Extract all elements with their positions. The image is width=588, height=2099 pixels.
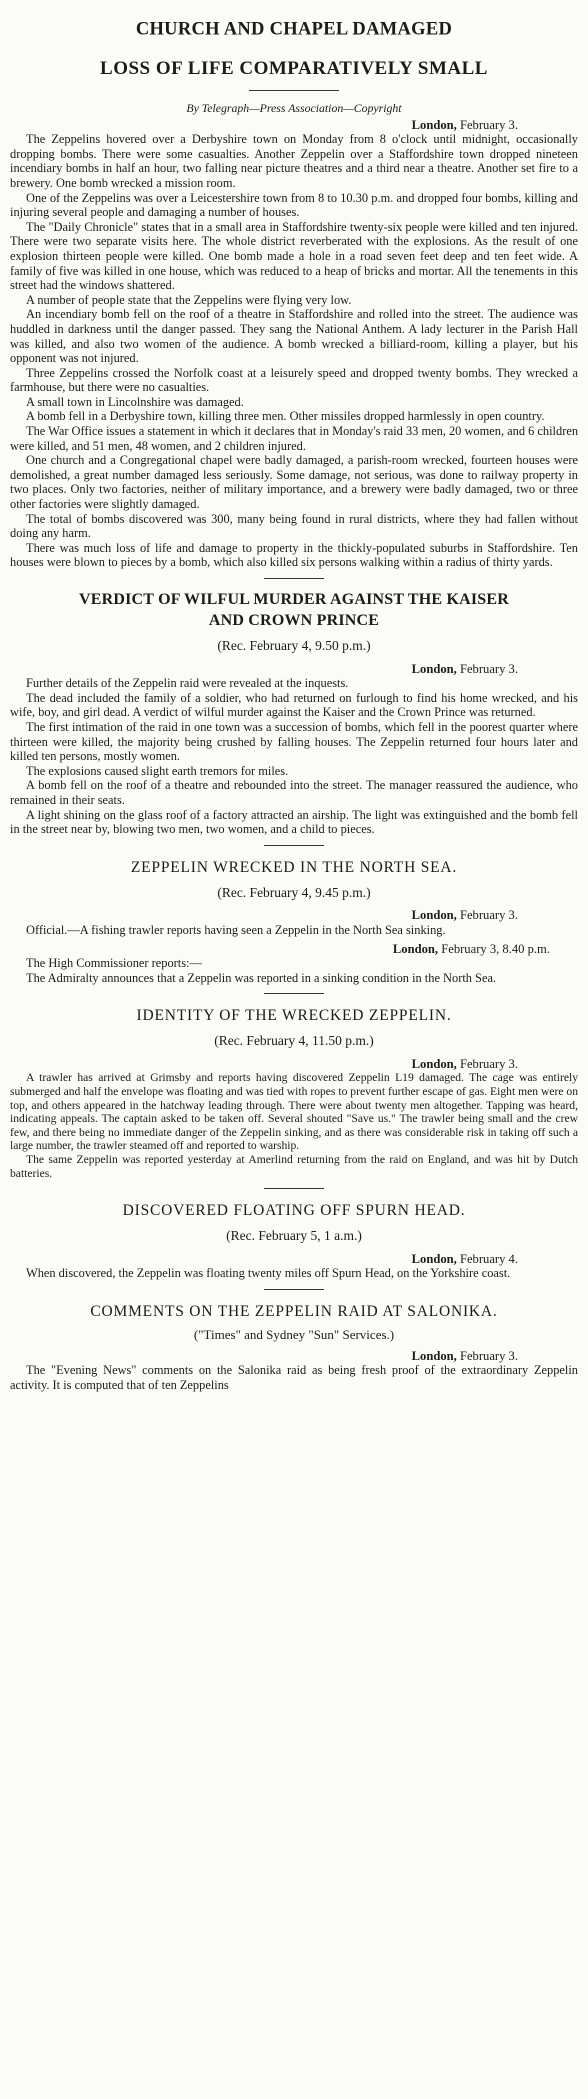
- divider: [264, 1289, 324, 1290]
- received-note: (Rec. February 4, 9.45 p.m.): [217, 884, 371, 900]
- byline: By Telegraph—Press Association—Copyright: [186, 101, 402, 115]
- paragraph: A light shining on the glass roof of a factory attracted an airship. The light was extinguished and the bomb fell in the street near by, blowing two men, two women, and a child to pieces.: [10, 807, 578, 837]
- received-note: (Rec. February 5, 1 a.m.): [226, 1228, 362, 1244]
- paragraph: The War Office issues a statement in which it declares that in Monday's raid 33 men, 20 women, and 6 children were killed, and 51 men, 48 women, and 2 children injured.: [10, 424, 579, 453]
- dateline-date: February 3, 8.40 p.m.: [441, 941, 550, 956]
- dateline: [10, 1057, 578, 1072]
- dateline-date: February 3.: [459, 1348, 518, 1363]
- article-body: [10, 1266, 578, 1281]
- paragraph: The "Evening News" comments on the Salonika raid as being fresh proof of the extraordinary Zeppelin activity. It is computed that of ten Zeppelins: [10, 1363, 578, 1392]
- dateline-place: London,: [411, 661, 457, 676]
- dateline: [10, 1252, 578, 1267]
- headline-zeppelin-wrecked: ZEPPELIN WRECKED IN THE NORTH SEA.: [130, 858, 458, 876]
- paragraph: The Admiralty announces that a Zeppelin was reported in a sinking condition in the North Sea.: [26, 970, 497, 985]
- dateline: [10, 1349, 578, 1364]
- paragraph: A small town in Lincolnshire was damaged.: [26, 394, 244, 409]
- article-body: [10, 1071, 578, 1180]
- article-body: [10, 1363, 578, 1392]
- dateline-place: London,: [392, 941, 439, 956]
- paragraph: When discovered, the Zeppelin was floating twenty miles off Spurn Head, on the Yorkshire coast.: [26, 1266, 511, 1281]
- paragraph: The "Daily Chronicle" states that in a small area in Staffordshire twenty-six people were killed and ten injured. There were two separate visits here. The whole district reverberated with the explosions. As the result of one explosion thirteen people were killed. One bomb made a hole in a road seven feet deep and ten feet wide. A family of five was killed in one house, which was reduced to a heap of bricks and mortar. All the tenements in this street had the windows shattered.: [10, 219, 578, 293]
- dateline-date: February 4.: [459, 1251, 518, 1266]
- dateline-place: London,: [411, 908, 457, 923]
- dateline-date: February 3.: [459, 661, 518, 676]
- article-body: [10, 956, 578, 985]
- divider: [264, 1188, 324, 1189]
- divider: [264, 845, 324, 846]
- headline-church-chapel: CHURCH AND CHAPEL DAMAGED: [135, 18, 453, 40]
- paragraph: The total of bombs discovered was 300, many being found in rural districts, where they had fallen without doing any harm.: [10, 511, 578, 541]
- headline-loss-of-life: LOSS OF LIFE COMPARATIVELY SMALL: [100, 58, 488, 79]
- paragraph: A bomb fell on the roof of a theatre and rebounded into the street. The manager reassured the audience, who remained in their seats.: [10, 778, 578, 807]
- headline-identity: IDENTITY OF THE WRECKED ZEPPELIN.: [136, 1007, 452, 1025]
- paragraph: One church and a Congregational chapel were badly damaged, a parish-room wrecked, fourteen houses were demolished, a great number damaged less seriously. Some damage, not serious, was done to railway property in two places. Only two factories, neither of military importance, and a brewery were badly damaged, two or three other factories were slightly damaged.: [10, 453, 578, 512]
- divider: [264, 578, 324, 579]
- dateline: [10, 662, 578, 677]
- dateline-place: London,: [411, 1251, 457, 1266]
- dateline-place: London,: [411, 117, 457, 132]
- divider: [264, 993, 324, 994]
- paragraph: A number of people state that the Zeppelins were flying very low.: [26, 292, 352, 307]
- paragraph: Three Zeppelins crossed the Norfolk coast at a leisurely speed and dropped twenty bombs. They wrecked a farmhouse, but there were no casualties.: [10, 365, 578, 395]
- headline-salonika: COMMENTS ON THE ZEPPELIN RAID AT SALONIKA.: [90, 1303, 498, 1320]
- paragraph: The High Commissioner reports:—: [26, 956, 202, 971]
- paragraph: The Zeppelins hovered over a Derbyshire town on Monday from 8 o'clock until midnight, occasionally dropping bombs. There were some casualties. Another Zeppelin over a Staffordshire town dropped nineteen incendiary bombs in half an hour, two falling near picture theatres and a third near a theatre. Another set fire to a brewery. One bomb wrecked a mission room.: [10, 132, 578, 190]
- received-note: (Rec. February 4, 9.50 p.m.): [217, 638, 371, 653]
- paragraph: Further details of the Zeppelin raid were revealed at the inquests.: [26, 676, 349, 691]
- paragraph: The first intimation of the raid in one town was a succession of bombs, which fell in the poorest quarter where thirteen were killed, the majority being crushed by falling houses. The Zeppelin returned four hours later and killed ten persons, mostly women.: [10, 719, 578, 764]
- paragraph: An incendiary bomb fell on the roof of a theatre in Staffordshire and rolled into the street. The audience was huddled in darkness until the danger passed. They sang the National Anthem. A lady lecturer in the Parish Hall was killed, and also two women of the audience. A bomb wrecked a billiard-room, killing a player, but his opponent was not injured.: [10, 307, 578, 366]
- paragraph: A bomb fell in a Derbyshire town, killing three men. Other missiles dropped harmlessly in open country.: [26, 409, 545, 424]
- dateline: [10, 908, 578, 923]
- article-body: [10, 132, 578, 570]
- newspaper-page: [10, 0, 578, 1392]
- services-note: ("Times" and Sydney "Sun" Services.): [193, 1327, 395, 1342]
- paragraph: Official.—A fishing trawler reports having seen a Zeppelin in the North Sea sinking.: [26, 922, 446, 937]
- dateline-date: February 3.: [459, 117, 518, 132]
- dateline: [10, 118, 578, 133]
- paragraph: One of the Zeppelins was over a Leicestershire town from 8 to 10.30 p.m. and dropped four bombs, killing and injuring several people and damaging a number of houses.: [10, 190, 578, 220]
- paragraph: A trawler has arrived at Grimsby and reports having discovered Zeppelin L19 damaged. The cage was entirely submerged and half the envelope was floating and was tied with ropes to prevent further escape of gas. Eight men were on top, and others appeared in the hatchway leading through. There were about twenty men altogether. Tapping was heard, indicating appeals. The captain asked to be taken off. Several shouted "Save us." The trawler being small and the crew few, and there being no immediate danger of the Zeppelin sinking, and as there was considerable risk in taking off such a large number, the trawler steamed off and reported to warship.: [10, 1071, 578, 1153]
- received-note: (Rec. February 4, 11.50 p.m.): [214, 1033, 374, 1049]
- article-body: [10, 676, 578, 837]
- paragraph: The dead included the family of a soldier, who had returned on furlough to find his home wrecked, and his wife, boy, and girl dead. A verdict of wilful murder against the Kaiser and the Crown Prince was returned.: [10, 690, 578, 720]
- dateline-place: London,: [411, 1348, 457, 1363]
- paragraph: The explosions caused slight earth tremors for miles.: [26, 763, 289, 778]
- headline-verdict: [10, 589, 578, 631]
- dateline: [10, 942, 578, 957]
- dateline-place: London,: [411, 1056, 457, 1071]
- headline-line: AND CROWN PRINCE: [208, 612, 380, 629]
- divider: [249, 90, 339, 91]
- paragraph: The same Zeppelin was reported yesterday at Amerlind returning from the raid on England, and was hit by Dutch batteries.: [10, 1153, 578, 1180]
- paragraph: There was much loss of life and damage to property in the thickly-populated suburbs in Staffordshire. Ten houses were blown to pieces by a bomb, which also killed six persons walking within a radius of thirty yards.: [10, 540, 578, 570]
- dateline-date: February 3.: [459, 1056, 518, 1071]
- dateline-date: February 3.: [459, 908, 518, 923]
- headline-line: VERDICT OF WILFUL MURDER AGAINST THE KAISER: [78, 591, 510, 608]
- headline-spurn-head: DISCOVERED FLOATING OFF SPURN HEAD.: [122, 1202, 466, 1220]
- article-body: [10, 923, 578, 938]
